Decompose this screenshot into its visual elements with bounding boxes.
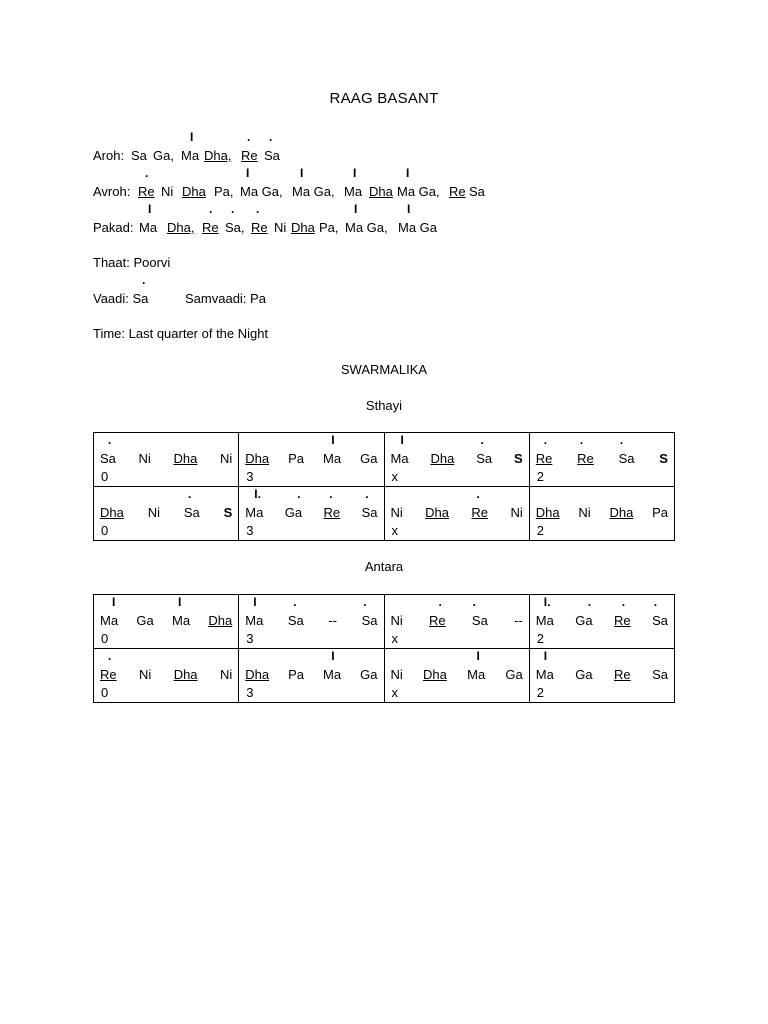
bar-cell (384, 433, 529, 487)
note: Dha (425, 505, 450, 520)
note: Ma (181, 148, 200, 163)
note: Ma Ga, (397, 184, 440, 199)
note: Sa (100, 451, 116, 466)
bar-cell (384, 595, 529, 649)
aroh-mark: . (269, 130, 273, 144)
avroh-mark: I (300, 166, 304, 180)
note: Re (614, 613, 631, 628)
pakad-mark: . (209, 202, 213, 216)
note: Ni (390, 667, 403, 682)
note: -- (328, 613, 338, 628)
mark: . (108, 649, 112, 663)
beat-label: 2 (536, 469, 544, 484)
note: Dha (245, 667, 270, 682)
mark: . (619, 433, 624, 447)
mark: I. (543, 595, 551, 609)
note: Ga (284, 505, 303, 520)
note: Ma (245, 505, 264, 520)
mark: . (587, 595, 592, 609)
note: Sa (469, 184, 485, 199)
note: Ga (575, 667, 593, 682)
bar-cell (384, 487, 529, 541)
note: Ga (505, 667, 523, 682)
mark: . (438, 595, 442, 609)
bar-cell (94, 649, 239, 703)
antara-heading: Antara (364, 559, 404, 574)
beat-label: x (391, 685, 398, 700)
note: Pa (652, 505, 668, 520)
mark: . (472, 595, 476, 609)
mark: . (108, 433, 112, 447)
note: Ma Ga, (345, 220, 388, 235)
mark: I (543, 649, 548, 663)
note: Ma (100, 613, 119, 628)
table-row (94, 433, 675, 487)
mark: I (112, 595, 116, 609)
beat-label: x (391, 469, 398, 484)
beat-label: 3 (246, 523, 254, 538)
note: Dha (208, 613, 233, 628)
note: Sa (361, 613, 378, 628)
note: Ma (390, 451, 409, 466)
mark: I (400, 433, 404, 447)
note: Ma (535, 613, 554, 628)
note: Sa, (225, 220, 245, 235)
bar-cell (384, 649, 529, 703)
note: S (223, 505, 233, 520)
note: Re (251, 220, 268, 235)
bar-cell (239, 433, 384, 487)
pakad-mark: . (231, 202, 235, 216)
note: Re (449, 184, 466, 199)
note: Re (471, 505, 489, 520)
samvaadi-text: Samvaadi: Pa (185, 291, 266, 306)
bar-cell (239, 487, 384, 541)
bar-cell (529, 487, 674, 541)
note: Ma Ga, (240, 184, 283, 199)
beat-label: 2 (536, 523, 544, 538)
note: Ma (139, 220, 158, 235)
note: Dha (100, 505, 124, 520)
note: Sa (131, 148, 147, 163)
beat-label: x (391, 631, 398, 646)
note: Sa (183, 505, 200, 520)
note: Dha (291, 220, 315, 235)
note: Ma (323, 667, 342, 682)
table-row (94, 649, 675, 703)
note: Dha (609, 505, 634, 520)
note: Pa (288, 667, 305, 682)
note: Sa (476, 451, 493, 466)
mark: I (331, 649, 335, 663)
mark: . (653, 595, 658, 609)
note: Pa, (214, 184, 234, 199)
note: Ni (390, 613, 403, 628)
note: Re (241, 148, 258, 163)
mark: I (331, 433, 335, 447)
table-row (94, 595, 675, 649)
mark: . (543, 433, 548, 447)
vaadi-text: Vaadi: Sa (93, 291, 149, 306)
beat-label: 3 (246, 631, 254, 646)
mark: I (476, 649, 480, 663)
note: Ni (161, 184, 174, 199)
note: Ni (390, 505, 403, 520)
bar-cell (239, 649, 384, 703)
bar-cell (94, 433, 239, 487)
bar-cell (94, 595, 239, 649)
note: -- (514, 613, 523, 628)
note: Pa, (319, 220, 339, 235)
note: Dha, (204, 148, 232, 163)
avroh-label: Avroh: (93, 184, 131, 199)
aroh-label: Aroh: (93, 148, 125, 163)
note: Re (614, 667, 631, 682)
note: Ni (138, 451, 151, 466)
pakad-mark: I (354, 202, 358, 216)
avroh-mark: . (145, 166, 149, 180)
aroh-mark: . (247, 130, 251, 144)
note: Re (535, 451, 553, 466)
swarmalika-heading: SWARMALIKA (340, 362, 428, 377)
note: Ma (535, 667, 554, 682)
bar-cell (529, 649, 674, 703)
beat-label: x (391, 523, 398, 538)
beat-label: 2 (536, 685, 544, 700)
note: Sa (652, 667, 668, 682)
pakad-mark: I (148, 202, 152, 216)
note: Dha (535, 505, 560, 520)
note: Ni (510, 505, 523, 520)
note: Re (323, 505, 341, 520)
note: Pa (288, 451, 305, 466)
note: Sa (287, 613, 304, 628)
note: Ma Ga, (292, 184, 335, 199)
note: Sa (618, 451, 635, 466)
beat-label: 0 (101, 631, 109, 646)
mark: . (476, 487, 480, 501)
note: Ma (245, 613, 264, 628)
note: Ga (575, 613, 593, 628)
beat-label: 2 (536, 631, 544, 646)
note: Ni (578, 505, 591, 520)
antara-table (93, 594, 675, 703)
note: Re (202, 220, 219, 235)
bar-cell (529, 433, 674, 487)
pakad-label: Pakad: (93, 220, 134, 235)
vaadi-mark: . (142, 273, 146, 287)
sthayi-table (93, 432, 675, 541)
beat-label: 0 (101, 469, 109, 484)
bar-cell (94, 487, 239, 541)
note: Ga (136, 613, 154, 628)
note: Ga (360, 451, 378, 466)
beat-label: 3 (246, 685, 254, 700)
thaat-text: Thaat: Poorvi (93, 255, 171, 270)
mark: . (621, 595, 626, 609)
avroh-mark: I (246, 166, 250, 180)
note: Ni (219, 667, 233, 682)
note: Dha (173, 667, 198, 682)
note: Re (577, 451, 594, 466)
note: Dha, (167, 220, 195, 235)
note: Ga (360, 667, 378, 682)
note: Ni (219, 451, 233, 466)
note: Re (429, 613, 446, 628)
time-text: Time: Last quarter of the Night (93, 326, 269, 341)
table-row (94, 487, 675, 541)
beat-label: 0 (101, 523, 109, 538)
avroh-mark: I (406, 166, 410, 180)
mark: . (363, 595, 367, 609)
mark: . (365, 487, 369, 501)
mark: . (297, 487, 301, 501)
note: Ni (274, 220, 287, 235)
beat-label: 0 (101, 685, 109, 700)
note: Ni (147, 505, 160, 520)
avroh-mark: I (353, 166, 357, 180)
aroh-mark: I (190, 130, 194, 144)
mark: . (188, 487, 192, 501)
mark: . (293, 595, 297, 609)
note: Dha (182, 184, 206, 199)
note: Sa (652, 613, 668, 628)
note: Re (100, 667, 117, 682)
pakad-mark: . (256, 202, 260, 216)
note: Dha (245, 451, 270, 466)
note: Dha (423, 667, 447, 682)
bar-cell (529, 595, 674, 649)
mark: I (253, 595, 257, 609)
note: Sa (264, 148, 280, 163)
note: Dha (369, 184, 393, 199)
mark: I. (254, 487, 261, 501)
pakad-mark: I (407, 202, 411, 216)
note: Ma (172, 613, 191, 628)
note: Sa (361, 505, 378, 520)
note: S (659, 451, 668, 466)
mark: . (480, 433, 484, 447)
note: Ma Ga (398, 220, 438, 235)
note: Ga, (153, 148, 174, 163)
page-title: RAAG BASANT (329, 90, 439, 107)
note: Dha (173, 451, 198, 466)
note: Ma (467, 667, 486, 682)
note: Dha (430, 451, 455, 466)
sthayi-heading: Sthayi (365, 398, 403, 413)
mark: I (178, 595, 182, 609)
note: Re (138, 184, 155, 199)
note: Ma (323, 451, 342, 466)
note: Sa (471, 613, 488, 628)
mark: . (329, 487, 333, 501)
note: Ma (344, 184, 363, 199)
beat-label: 3 (246, 469, 254, 484)
note: S (514, 451, 523, 466)
bar-cell (239, 595, 384, 649)
mark: . (579, 433, 584, 447)
note: Ni (139, 667, 152, 682)
